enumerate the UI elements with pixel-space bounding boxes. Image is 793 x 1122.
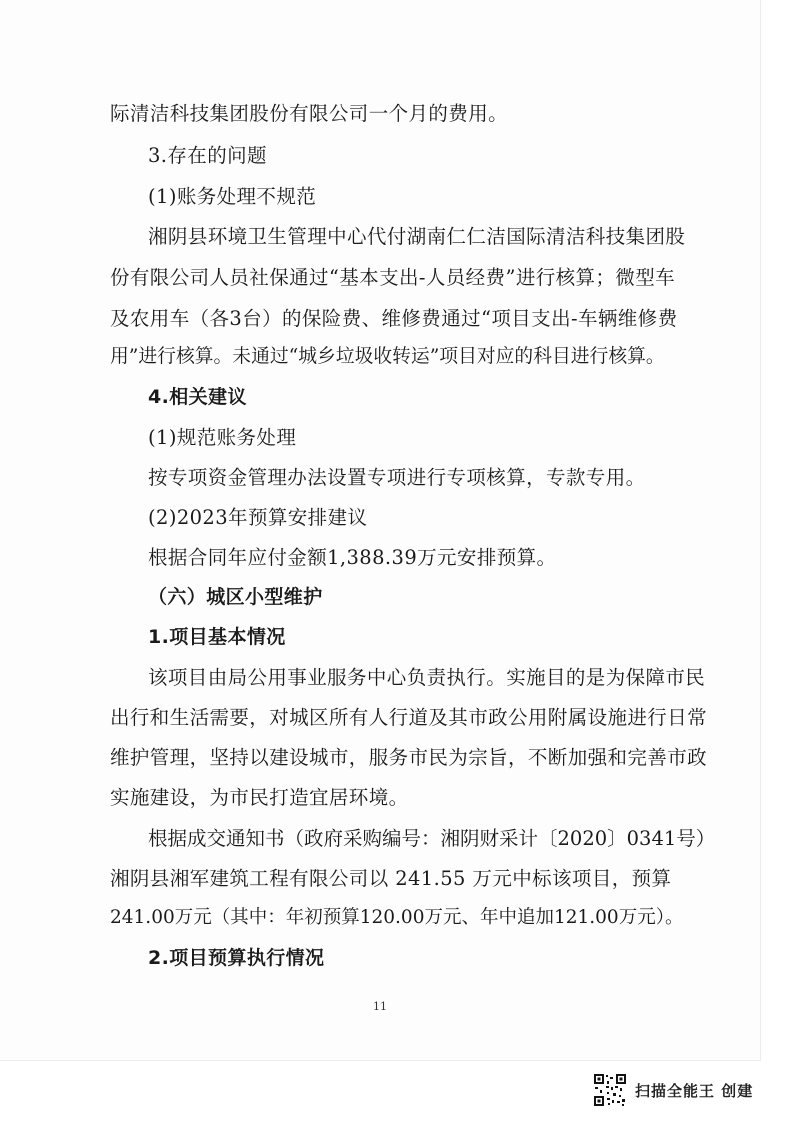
paragraph-line: 241.00万元（其中：年初预算120.00万元、年中追加121.00万元）。 [110, 907, 684, 928]
paragraph-line: 湘阴县环境卫生管理中心代付湖南仁仁洁国际清洁科技集团股 [148, 225, 686, 248]
paragraph-line: 根据合同年应付金额1,388.39万元安排预算。 [148, 546, 557, 569]
paragraph-line: 出行和生活需要，对城区所有人行道及其市政公用附属设施进行日常 [110, 706, 708, 729]
subsection-heading: (1)规范账务处理 [148, 426, 297, 449]
section-heading: 4.相关建议 [148, 386, 247, 408]
paragraph-line: 维护管理，坚持以建设城市，服务市民为宗旨，不断加强和完善市政 [110, 746, 708, 769]
paragraph-line: 该项目由局公用事业服务中心负责执行。实施目的是为保障市民 [148, 666, 706, 689]
section-heading: 2.项目预算执行情况 [148, 947, 325, 969]
section-heading: 3.存在的问题 [148, 144, 267, 167]
watermark-text: 扫描全能王 创建 [635, 1081, 754, 1100]
chapter-heading: （六）城区小型维护 [148, 586, 323, 608]
section-heading: 1.项目基本情况 [148, 626, 286, 648]
paragraph-line: 际清洁科技集团股份有限公司一个月的费用。 [110, 102, 509, 125]
paragraph-line: 实施建设，为市民打造宜居环境。 [110, 786, 409, 809]
paragraph-line: 按专项资金管理办法设置专项进行专项核算，专款专用。 [148, 466, 646, 489]
qr-code-icon [593, 1073, 627, 1107]
scanner-watermark [593, 1070, 753, 1110]
subsection-heading: (2)2023年预算安排建议 [148, 506, 368, 529]
subsection-heading: (1)账务处理不规范 [148, 185, 317, 208]
paragraph-line: 及农用车（各3台）的保险费、维修费通过“项目支出-车辆维修费 [110, 307, 678, 330]
paragraph-line: 用”进行核算。未通过“城乡垃圾收转运”项目对应的科目进行核算。 [110, 346, 665, 367]
paragraph-line: 份有限公司人员社保通过“基本支出-人员经费”进行核算；微型车 [110, 266, 676, 289]
page-number: 11 [373, 1000, 387, 1013]
paragraph-line: 根据成交通知书（政府采购编号：湘阴财采计〔2020〕0341号） [148, 827, 716, 850]
paragraph-line: 湘阴县湘军建筑工程有限公司以 241.55 万元中标该项目，预算 [110, 867, 672, 890]
